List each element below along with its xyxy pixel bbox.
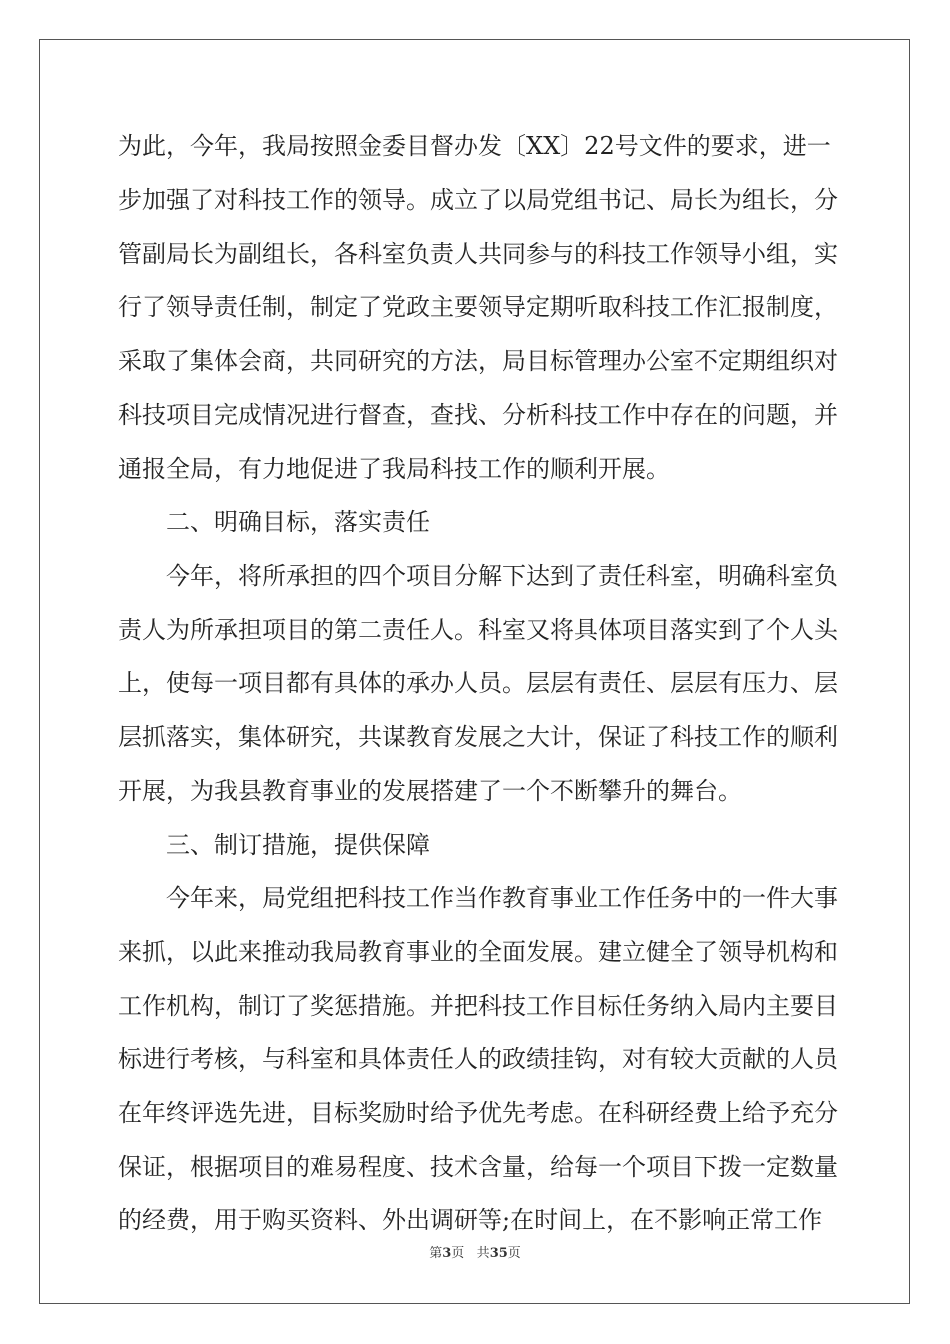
total-pages: 35 [489, 1246, 508, 1261]
text-line: 层抓落实，集体研究，共谋教育发展之大计，保证了科技工作的顺利 [118, 723, 838, 751]
text-line: 采取了集体会商，共同研究的方法，局目标管理办公室不定期组织对 [118, 347, 838, 375]
footer-total-suffix: 页 [507, 1246, 521, 1261]
text-line: 上，使每一项目都有具体的承办人员。层层有责任、层层有压力、层 [118, 669, 838, 697]
text-line: 在年终评选先进，目标奖励时给予优先考虑。在科研经费上给予充分 [118, 1099, 838, 1127]
text-line: 为此，今年，我局按照金委目督办发〔XX〕22号文件的要求，进一 [118, 132, 831, 160]
text-line: 步加强了对科技工作的领导。成立了以局党组书记、局长为组长，分 [118, 186, 838, 214]
text-line: 通报全局，有力地促进了我局科技工作的顺利开展。 [118, 455, 670, 483]
section-heading: 二、明确目标，落实责任 [166, 508, 430, 536]
text-line: 今年来，局党组把科技工作当作教育事业工作任务中的一件大事 [166, 884, 838, 912]
page-number: 3 [442, 1246, 452, 1261]
footer-page-suffix: 页 [451, 1246, 465, 1261]
text-line: 保证，根据项目的难易程度、技术含量，给每一个项目下拨一定数量 [118, 1153, 838, 1181]
text-line: 的经费，用于购买资料、外出调研等;在时间上，在不影响正常工作 [118, 1206, 823, 1234]
text-line: 标进行考核，与科室和具体责任人的政绩挂钩，对有较大贡献的人员 [118, 1045, 838, 1073]
footer-total-prefix: 共 [476, 1246, 490, 1261]
text-line: 科技项目完成情况进行督查，查找、分析科技工作中存在的问题，并 [118, 401, 838, 429]
text-line: 管副局长为副组长，各科室负责人共同参与的科技工作领导小组，实 [118, 240, 838, 268]
text-line: 开展，为我县教育事业的发展搭建了一个不断攀升的舞台。 [118, 777, 742, 805]
page-footer [0, 1242, 950, 1261]
text-line: 来抓，以此来推动我局教育事业的全面发展。建立健全了领导机构和 [118, 938, 838, 966]
section-heading: 三、制订措施，提供保障 [166, 831, 430, 859]
text-line: 行了领导责任制，制定了党政主要领导定期听取科技工作汇报制度， [118, 293, 838, 321]
footer-prefix: 第 [429, 1246, 443, 1261]
text-line: 工作机构，制订了奖惩措施。并把科技工作目标任务纳入局内主要目 [118, 992, 838, 1020]
text-line: 责人为所承担项目的第二责任人。科室又将具体项目落实到了个人头 [118, 616, 838, 644]
text-line: 今年，将所承担的四个项目分解下达到了责任科室，明确科室负 [166, 562, 838, 590]
